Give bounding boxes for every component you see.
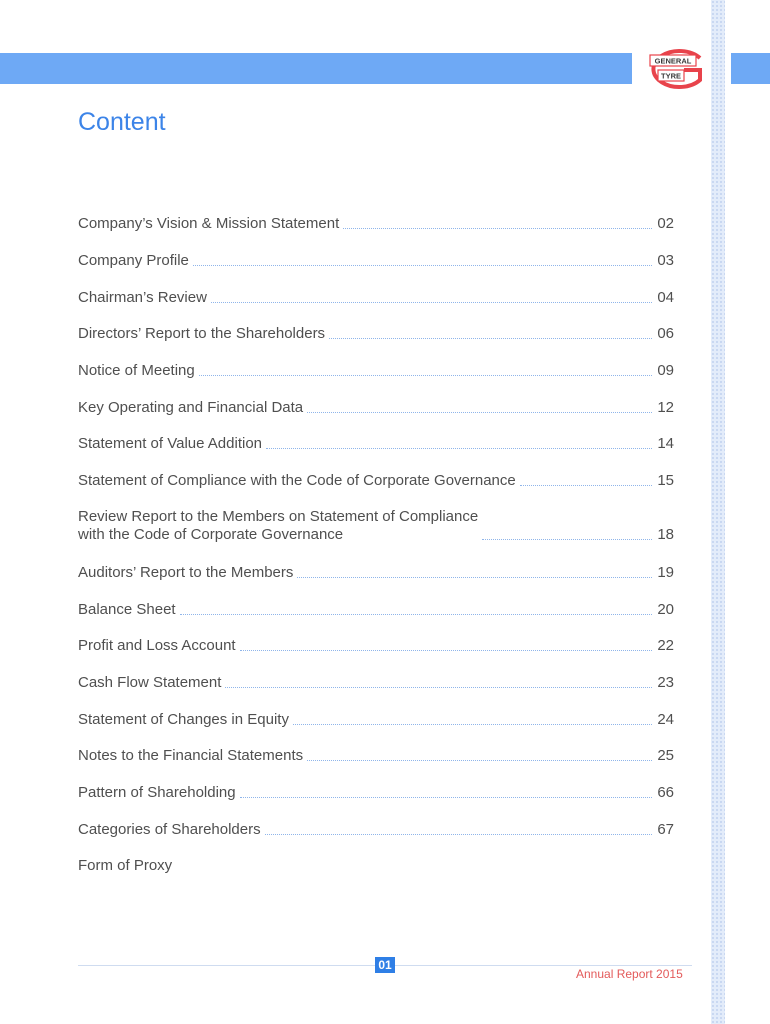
toc-entry-label: Review Report to the Members on Statement of Compliance — [78, 508, 479, 525]
toc-entry-label: Balance Sheet — [78, 601, 176, 618]
toc-leader-line — [266, 447, 652, 449]
toc-entry[interactable] — [78, 325, 674, 343]
toc-entry[interactable] — [78, 784, 674, 802]
toc-leader-line — [307, 759, 652, 761]
toc-entry-page: 02 — [657, 215, 674, 232]
toc-entry-label: Statement of Compliance with the Code of Corporate Governance — [78, 472, 516, 489]
toc-entry-page: 67 — [657, 821, 674, 838]
logo-text-tyre: TYRE — [660, 71, 682, 81]
toc-entry[interactable] — [78, 215, 674, 233]
toc-leader-line — [293, 723, 652, 725]
toc-entry[interactable] — [78, 821, 674, 839]
toc-entry[interactable] — [78, 289, 674, 307]
toc-entry-label-line2: with the Code of Corporate Governance — [78, 526, 344, 543]
toc-entry-label: Profit and Loss Account — [78, 637, 236, 654]
toc-leader-line — [225, 686, 652, 688]
toc-entry-label: Key Operating and Financial Data — [78, 399, 304, 416]
toc-entry-label: Chairman’s Review — [78, 289, 207, 306]
toc-entry[interactable] — [78, 637, 674, 655]
toc-entry[interactable] — [78, 711, 674, 729]
toc-entry-page: 14 — [657, 435, 674, 452]
page-title: Content — [78, 108, 166, 136]
toc-entry[interactable] — [78, 747, 674, 765]
toc-entry-page: 18 — [657, 526, 674, 543]
toc-leader-line — [240, 796, 652, 798]
toc-entry-page: 06 — [657, 325, 674, 342]
toc-entry-page: 19 — [657, 564, 674, 581]
toc-entry-page: 09 — [657, 362, 674, 379]
decorative-side-strip — [711, 0, 725, 1024]
toc-leader-line — [193, 264, 652, 266]
toc-entry-label: Notice of Meeting — [78, 362, 195, 379]
toc-entry-page: 12 — [657, 399, 674, 416]
header-bar — [0, 53, 632, 84]
toc-leader-line — [180, 613, 652, 615]
toc-entry-label: Statement of Changes in Equity — [78, 711, 289, 728]
toc-entry[interactable] — [78, 252, 674, 270]
toc-entry-page: 22 — [657, 637, 674, 654]
toc-entry[interactable] — [78, 564, 674, 582]
toc-entry-page: 66 — [657, 784, 674, 801]
logo-text-general: GENERAL — [654, 56, 692, 66]
toc-entry-label: Company Profile — [78, 252, 189, 269]
toc-entry-page: 20 — [657, 601, 674, 618]
toc-entry-page: 03 — [657, 252, 674, 269]
toc-entry-label: Cash Flow Statement — [78, 674, 222, 691]
toc-leader-line — [199, 374, 652, 376]
toc-entry-page: 15 — [657, 472, 674, 489]
page-number-badge: 01 — [375, 957, 395, 973]
toc-entry-label: Auditors’ Report to the Members — [78, 564, 294, 581]
toc-entry[interactable] — [78, 601, 674, 619]
toc-entry-page: 25 — [657, 747, 674, 764]
toc-entry[interactable] — [78, 399, 674, 417]
toc-entry-page: 23 — [657, 674, 674, 691]
toc-entry-page: 04 — [657, 289, 674, 306]
toc-entry[interactable] — [78, 472, 674, 490]
annual-report-label: Annual Report 2015 — [576, 967, 683, 981]
toc-entry[interactable] — [78, 362, 674, 380]
toc-entry-page: 24 — [657, 711, 674, 728]
header-bar-right — [731, 53, 770, 84]
toc-leader-line — [265, 833, 652, 835]
toc-entry-label: Directors’ Report to the Shareholders — [78, 325, 326, 342]
toc-entry[interactable] — [78, 508, 674, 544]
toc-leader-line — [343, 227, 652, 229]
toc-leader-line — [482, 538, 652, 540]
toc-leader-line — [240, 649, 652, 651]
toc-leader-line — [211, 301, 652, 303]
toc-entry-label: Company’s Vision & Mission Statement — [78, 215, 340, 232]
general-tyre-logo — [640, 48, 706, 90]
toc-entry-label: Statement of Value Addition — [78, 435, 263, 452]
toc-leader-line — [520, 484, 652, 486]
toc-entry-label: Notes to the Financial Statements — [78, 747, 304, 764]
toc-entry-label: Form of Proxy — [78, 857, 173, 874]
toc-entry-label: Pattern of Shareholding — [78, 784, 236, 801]
toc-entry-label: Categories of Shareholders — [78, 821, 261, 838]
toc-entry[interactable] — [78, 857, 674, 875]
toc-leader-line — [307, 411, 652, 413]
toc-entry[interactable] — [78, 674, 674, 692]
toc-leader-line — [329, 337, 652, 339]
toc-leader-line — [297, 576, 652, 578]
toc-entry[interactable] — [78, 435, 674, 453]
